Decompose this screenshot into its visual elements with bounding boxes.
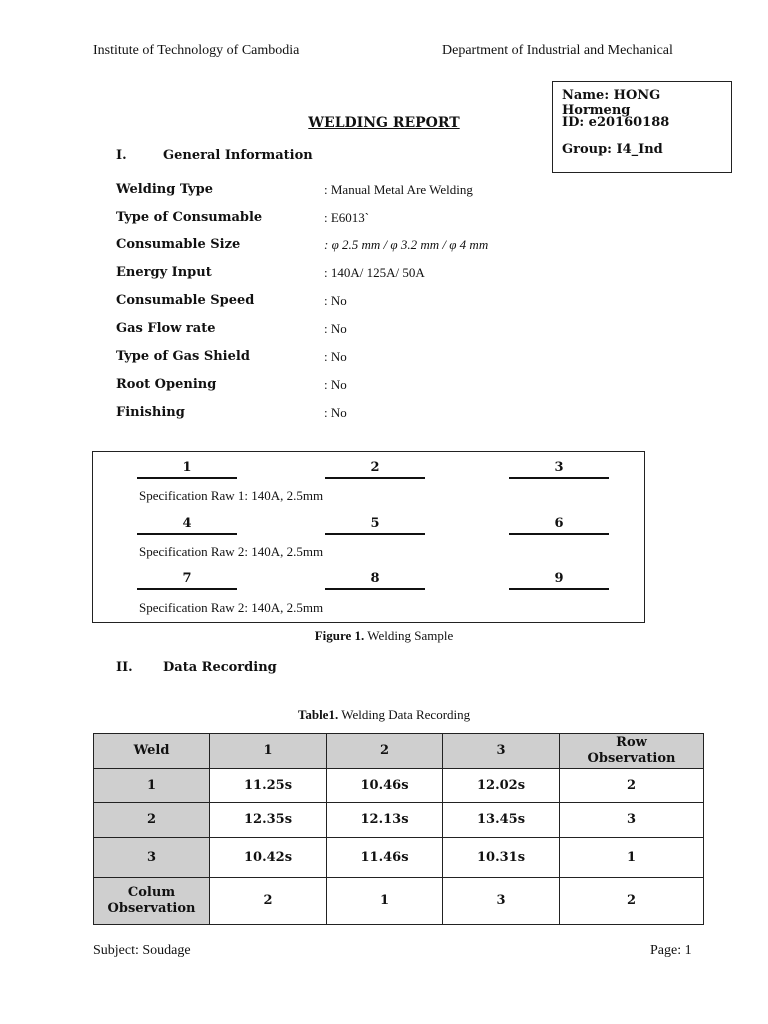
sample-spec: Specification Raw 2: 140A, 2.5mm <box>139 600 324 615</box>
sample-underline <box>137 533 237 535</box>
sample-number: 4 <box>182 516 192 531</box>
info-label: Root Opening <box>116 377 217 392</box>
figure-caption-label: Figure 1. <box>314 628 365 643</box>
table-cell: 13.45s <box>443 803 560 838</box>
info-value: : E6013` <box>324 210 370 225</box>
table-caption-label: Table1. <box>297 707 339 722</box>
info-label: Consumable Size <box>116 237 241 252</box>
sample-number: 7 <box>182 571 192 586</box>
table-row <box>94 878 704 925</box>
info-value: : 140A/ 125A/ 50A <box>324 265 425 280</box>
info-label: Welding Type <box>116 182 214 197</box>
sample-underline <box>325 477 425 479</box>
section-2-title: Data Recording <box>163 660 277 675</box>
footer-page: Page: 1 <box>650 943 692 958</box>
sample-spec: Specification Raw 1: 140A, 2.5mm <box>139 488 324 503</box>
table-row <box>94 803 704 838</box>
info-value: : No <box>324 405 347 420</box>
info-label: Energy Input <box>116 265 212 280</box>
sample-spec: Specification Raw 2: 140A, 2.5mm <box>139 544 324 559</box>
sample-underline <box>137 588 237 590</box>
student-group: Group: I4_Ind <box>562 142 663 157</box>
info-value: : No <box>324 293 347 308</box>
table-cell: 12.02s <box>443 769 560 803</box>
sample-number: 9 <box>554 571 564 586</box>
table-cell: Colum Observation <box>94 878 210 925</box>
section-2-number: II. <box>116 660 133 675</box>
table-cell: 2 <box>94 803 210 838</box>
table-cell: 2 <box>210 878 327 925</box>
table-cell: 3 <box>560 803 704 838</box>
table-cell: 3 <box>443 878 560 925</box>
sample-underline <box>325 588 425 590</box>
table-header-cell: Weld <box>94 734 210 769</box>
header-institute: Institute of Technology of Cambodia <box>93 43 300 58</box>
table-cell: 3 <box>94 838 210 878</box>
sample-number: 3 <box>554 460 564 475</box>
table-caption-text: Welding Data Recording <box>338 707 471 722</box>
sample-underline <box>509 533 609 535</box>
sample-underline <box>509 588 609 590</box>
table-cell: 1 <box>327 878 443 925</box>
info-label: Consumable Speed <box>116 293 255 308</box>
section-1-number: I. <box>116 148 127 163</box>
welding-data-table <box>93 733 704 925</box>
info-value: : Manual Metal Are Welding <box>324 182 473 197</box>
table-header-cell: 2 <box>327 734 443 769</box>
table-cell: 1 <box>560 838 704 878</box>
table-cell: 11.25s <box>210 769 327 803</box>
table-cell: 2 <box>560 769 704 803</box>
student-name: Name: HONG Hormeng <box>562 88 661 118</box>
report-title: WELDING REPORT <box>308 115 460 131</box>
student-id: ID: e20160188 <box>562 115 670 130</box>
table-header-cell: 1 <box>210 734 327 769</box>
table-caption <box>0 707 768 723</box>
table-cell: 10.46s <box>327 769 443 803</box>
table-cell: 12.35s <box>210 803 327 838</box>
info-value: : No <box>324 349 347 364</box>
table-cell: 12.13s <box>327 803 443 838</box>
sample-underline <box>325 533 425 535</box>
table-cell: 10.42s <box>210 838 327 878</box>
info-value: : No <box>324 377 347 392</box>
sample-number: 6 <box>554 516 564 531</box>
table-row <box>94 769 704 803</box>
figure-caption <box>0 628 768 644</box>
table-cell: 10.31s <box>443 838 560 878</box>
figure-caption-text: Welding Sample <box>364 628 454 643</box>
sample-underline <box>137 477 237 479</box>
table-header-cell: 3 <box>443 734 560 769</box>
sample-number: 2 <box>370 460 380 475</box>
sample-number: 1 <box>182 460 192 475</box>
info-label: Type of Consumable <box>116 210 263 225</box>
table-header-cell: Row Observation <box>560 734 704 769</box>
info-label: Finishing <box>116 405 185 420</box>
table-row <box>94 838 704 878</box>
table-header-row <box>94 734 704 769</box>
info-label: Gas Flow rate <box>116 321 216 336</box>
info-value: : φ 2.5 mm / φ 3.2 mm / φ 4 mm <box>324 237 489 252</box>
table-cell: 2 <box>560 878 704 925</box>
table-cell: 11.46s <box>327 838 443 878</box>
table-cell: 1 <box>94 769 210 803</box>
info-label: Type of Gas Shield <box>116 349 250 364</box>
header-department: Department of Industrial and Mechanical <box>442 43 673 58</box>
footer-subject: Subject: Soudage <box>93 943 191 958</box>
sample-underline <box>509 477 609 479</box>
section-1-title: General Information <box>163 148 313 163</box>
sample-number: 5 <box>370 516 380 531</box>
info-value: : No <box>324 321 347 336</box>
sample-number: 8 <box>370 571 380 586</box>
